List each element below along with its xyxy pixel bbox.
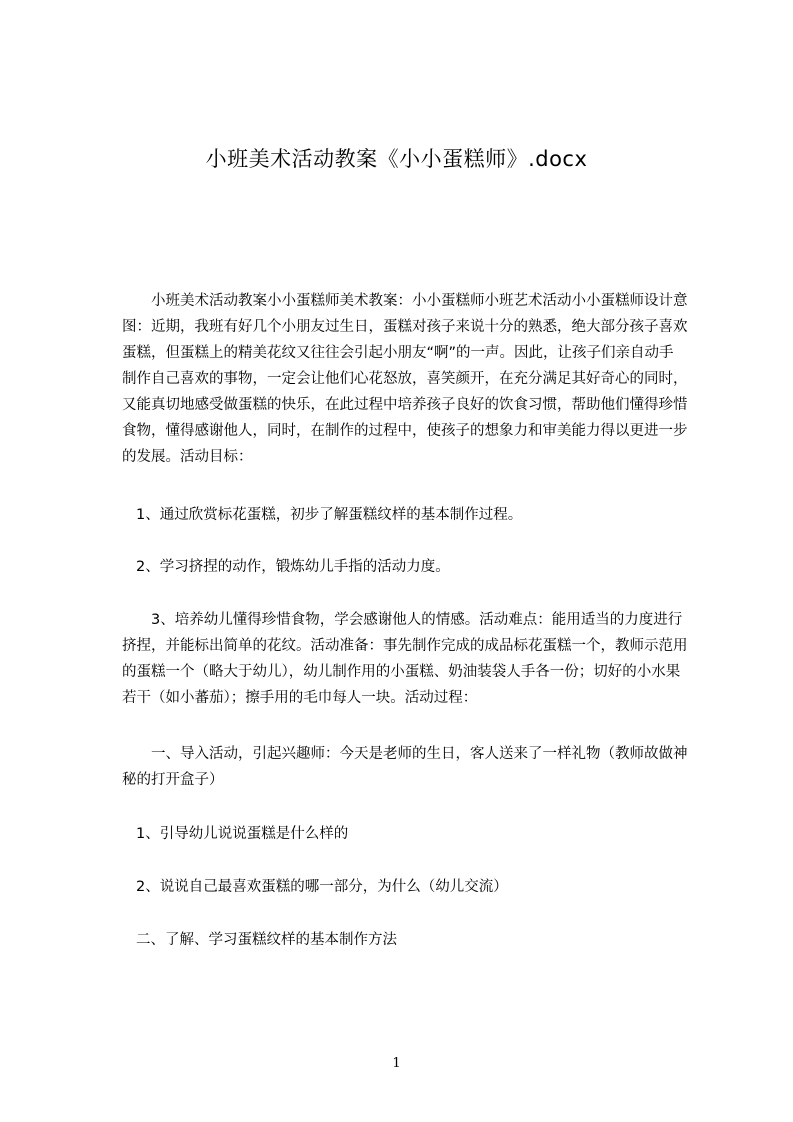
goal-item-1: 1、通过欣赏标花蛋糕，初步了解蛋糕纹样的基本制作过程。: [136, 507, 523, 523]
process-substep-1: 1、引导幼儿说说蛋糕是什么样的: [136, 826, 349, 842]
process-substep-2: 2、说说自己最喜欢蛋糕的哪一部分，为什么（幼儿交流）: [136, 879, 508, 895]
page-number: 1: [392, 1056, 401, 1071]
goal-item-3-paragraph: 3、培养幼儿懂得珍惜食物，学会感谢他人的情感。活动难点：能用适当的力度进行挤捏，并能标出简单的花纹。活动准备：事先制作完成的成品标花蛋糕一个，教师示范用的蛋糕一个（略大于幼儿），幼儿制作用的小蛋糕、奶油装袋人手各一份；切好的小水果若干（如小蕃茄）；擦手用的毛巾每人一块。活动过程：: [122, 612, 688, 706]
goal-item-2: 2、学习挤捏的动作，锻炼幼儿手指的活动力度。: [136, 559, 450, 575]
intro-paragraph: 小班美术活动教案小小蛋糕师美术教案：小小蛋糕师小班艺术活动小小蛋糕师设计意图：近期，我班有好几个小朋友过生日，蛋糕对孩子来说十分的熟悉，绝大部分孩子喜欢蛋糕，但蛋糕上的精美花纹又往往会引起小朋友“啊”的一声。因此，让孩子们亲自动手制作自己喜欢的事物，一定会让他们心花怒放，喜笑颜开，在充分满足其好奇心的同时，又能真切地感受做蛋糕的快乐，在此过程中培养孩子良好的饮食习惯，帮助他们懂得珍惜食物，懂得感谢他人，同时，在制作的过程中，使孩子的想象力和审美能力得以更进一步的发展。活动目标：: [122, 293, 688, 465]
process-step-2-heading: 二、了解、学习蛋糕纹样的基本制作方法: [136, 932, 397, 948]
document-title: 小班美术活动教案《小小蛋糕师》.docx: [205, 147, 588, 171]
process-step-1-paragraph: 一、导入活动，引起兴趣师：今天是老师的生日，客人送来了一样礼物（教师故做神秘的打开盒子）: [122, 746, 688, 788]
